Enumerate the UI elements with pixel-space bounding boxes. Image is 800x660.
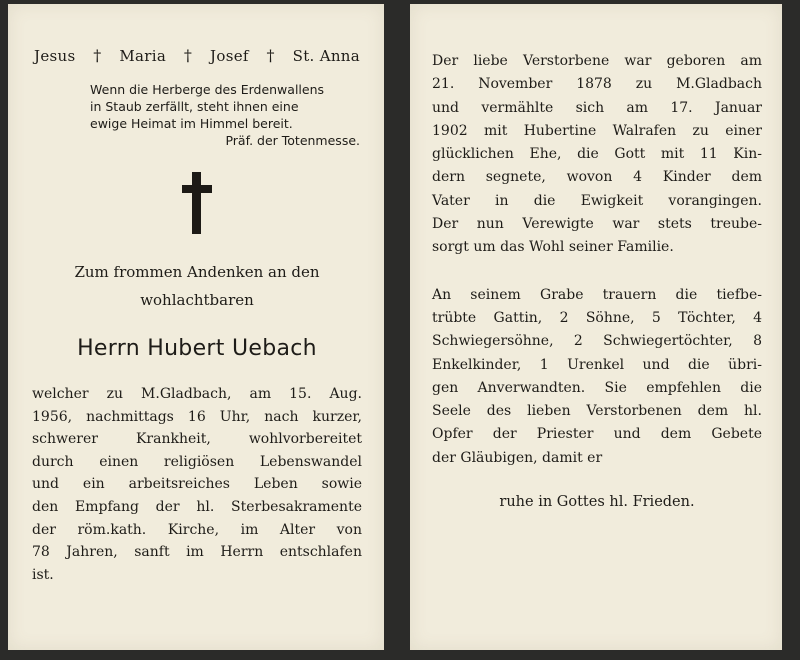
quote-line: in Staub zerfällt, steht ihnen eine [90,99,299,114]
text-line: 78 Jahren, sanft im Herrn entschlafen [32,544,362,561]
deceased-name: Herrn Hubert Uebach [77,336,317,361]
quote-line: Wenn die Herberge des Erdenwallens [90,82,325,97]
text-line: 1902 mit Hubertine Walrafen zu einer [432,122,762,139]
death-notice-text [32,383,362,586]
text-line: und vermählte sich am 17. Januar [432,99,762,116]
text-line: Enkelkinder, 1 Urenkel und die übri- [432,356,762,373]
right-card-page [410,4,782,650]
memory-line: Zum frommen Andenken an den [74,263,320,281]
text-line: 21. November 1878 zu M.Gladbach [432,76,762,93]
text-line: der röm.kath. Kirche, im Alter von [32,521,362,538]
quote-line: ewige Heimat im Himmel bereit. [90,116,293,131]
mourners-paragraph [432,284,762,470]
memorial-heading [32,258,362,314]
text-line: glücklichen Ehe, die Gott mit 11 Kin- [432,146,762,163]
header-st-anna: St. Anna [292,46,360,65]
text-line: Vater in die Ewigkeit vorangingen. [432,192,762,209]
text-line: gen Anverwandten. Sie empfehlen die [432,379,762,396]
text-line: Der nun Verewigte war stets treube- [432,216,762,233]
text-line: welcher zu M.Gladbach, am 15. Aug. [32,386,362,402]
text-line: Der liebe Verstorbene war geboren am [432,53,762,69]
text-line: Seele des lieben Verstorbenen dem hl. [432,403,762,420]
text-line: durch einen religiösen Lebenswandel [32,453,362,470]
text-line: schwerer Krankheit, wohlvorbereitet [32,431,362,448]
text-line: An seinem Grabe trauern die tiefbe- [432,286,762,303]
biography-paragraph [432,50,762,260]
header-maria: Maria [119,46,167,65]
header-josef: Josef [210,46,249,65]
text-line: und ein arbeitsreiches Leben sowie [32,476,362,493]
small-cross-icon: † [266,46,275,65]
quote-source: Präf. der Totenmesse. [225,133,360,148]
text-line: trübte Gattin, 2 Söhne, 5 Töchter, 4 [432,309,762,326]
text-line: Opfer der Priester und dem Gebete [432,426,762,443]
text-line: der Gläubigen, damit er [432,449,603,466]
latin-cross-icon [182,172,212,234]
text-line: den Empfang der hl. Sterbesakramente [32,498,362,515]
text-line: 1956, nachmittags 16 Uhr, nach kurzer, [32,408,362,425]
closing-prayer: ruhe in Gottes hl. Frieden. [499,494,695,511]
text-line: sorgt um das Wohl seiner Familie. [432,239,674,256]
text-line: dern segnete, wovon 4 Kinder dem [432,169,762,186]
text-line: Schwiegersöhne, 2 Schwiegertöchter, 8 [432,333,762,350]
small-cross-icon: † [93,46,102,65]
saints-header [32,46,362,65]
text-line: ist. [32,566,54,583]
big-cross-area [32,172,362,238]
memory-line: wohlachtbaren [140,291,254,309]
scripture-quote [90,81,362,132]
small-cross-icon: † [183,46,193,65]
header-jesus: Jesus [34,46,76,65]
left-card-page [8,4,384,650]
